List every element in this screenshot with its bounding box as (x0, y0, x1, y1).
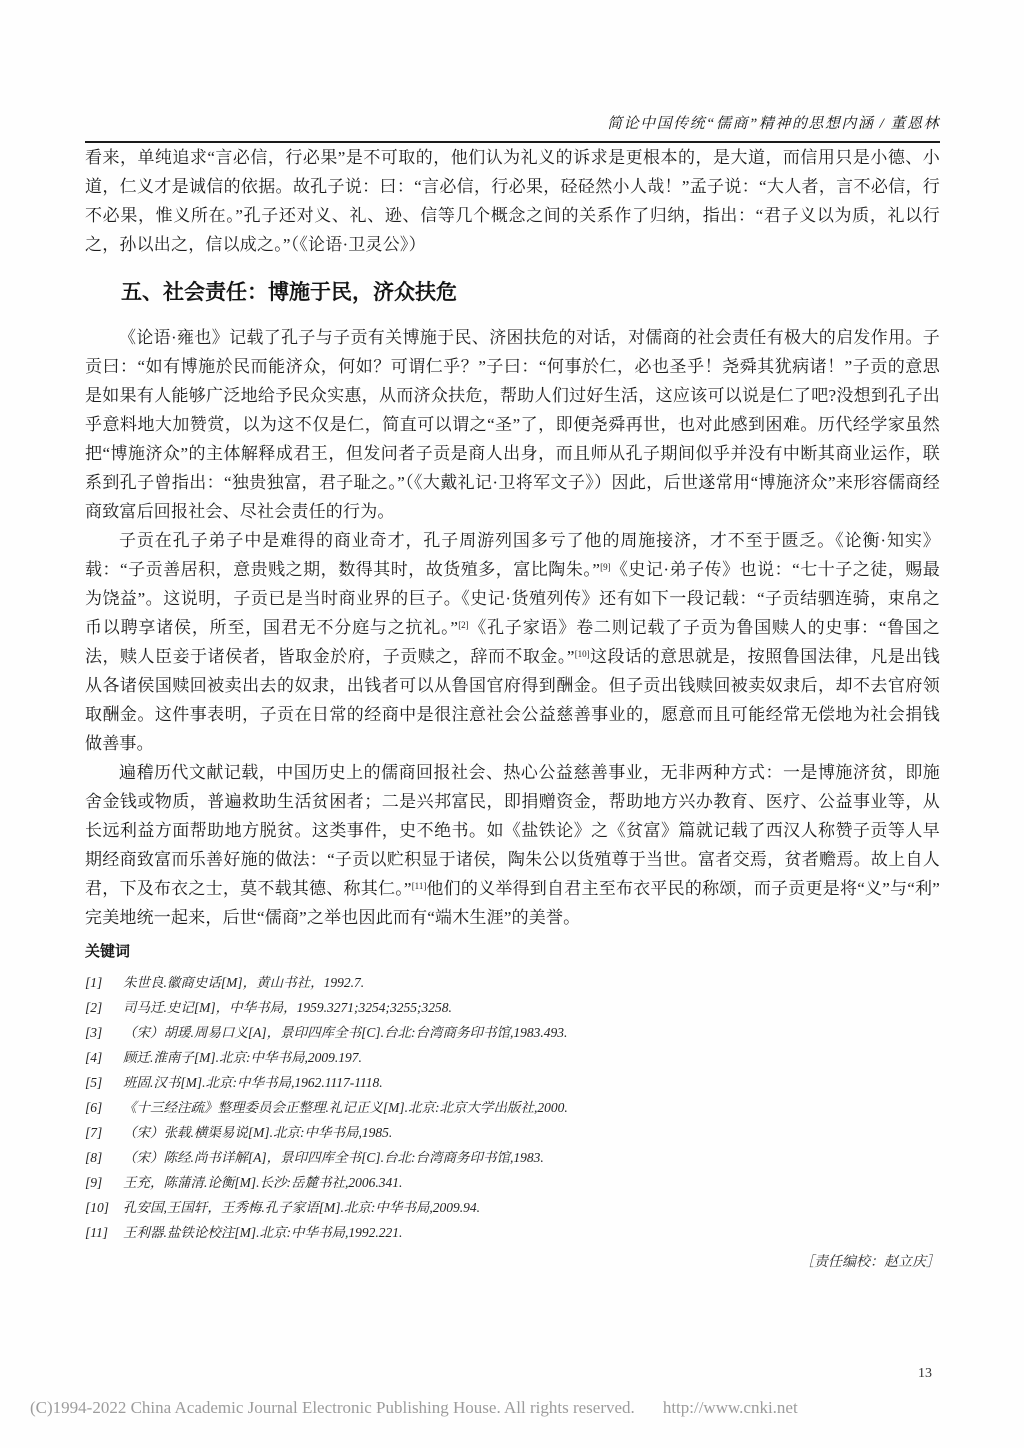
reference-item (85, 1120, 940, 1145)
reference-item (85, 1020, 940, 1045)
citation-superscript: [10] (574, 649, 590, 659)
paragraph: 子贡在孔子弟子中是难得的商业奇才，孔子周游列国多亏了他的周施接济，才不至于匮乏。《论衡·知实》载：“子贡善居积，意贵贱之期，数得其时，故货殖多，富比陶朱。”[9]《史记·弟子传》也说：“七十子之徒，赐最为饶益”。这说明，子贡已是当时商业界的巨子。《史记·货殖列传》还有如下一段记载：“子贡结驷连骑，束帛之币以聘享诸侯，所至，国君无不分庭与之抗礼。”[2]《孔子家语》卷二则记载了子贡为鲁国赎人的史事：“鲁国之法，赎人臣妾于诸侯者，皆取金於府，子贡赎之，辞而不取金。”[10]这段话的意思就是，按照鲁国法律，凡是出钱从各诸侯国赎回被卖出去的奴隶，出钱者可以从鲁国官府得到酬金。但子贡出钱赎回被卖奴隶后，却不去官府领取酬金。这件事表明，子贡在日常的经商中是很注意社会公益慈善事业的，愿意而且可能经常无偿地为社会捐钱做善事。 (85, 531, 940, 753)
reference-text: 王充，陈蒲清.论衡[M].长沙:岳麓书社,2006.341. (123, 1175, 403, 1190)
copyright-text: (C)1994-2022 China Academic Journal Electronic Publishing House. All rights reserved. (30, 1398, 635, 1417)
reference-number: [7] (85, 1125, 103, 1140)
reference-text: （宋）陈经.尚书详解[A]，景印四库全书[C].台北:台湾商务印书馆,1983. (123, 1150, 544, 1165)
cnki-url: http://www.cnki.net (662, 1398, 798, 1417)
reference-item (85, 995, 940, 1020)
reference-item (85, 1170, 940, 1195)
citation-superscript: [9] (600, 562, 611, 572)
reference-text: 顾迁.淮南子[M].北京:中华书局,2009.197. (123, 1050, 362, 1065)
section-heading: 五、社会责任：博施于民，济众扶危 (121, 280, 457, 304)
reference-text: （宋）张载.横渠易说[M].北京:中华书局,1985. (123, 1125, 393, 1140)
references-section (85, 942, 940, 1271)
editor-note: ［责任编校：赵立庆］ (800, 1255, 940, 1270)
reference-item (85, 970, 940, 995)
paragraph-continuation: 看来，单纯追求“言必信，行必果”是不可取的，他们认为礼义的诉求是更根本的，是大道，而信用只是小德、小道，仁义才是诚信的依据。故孔子说：曰：“言必信，行必果，硁硁然小人哉！”孟子说：“大人者，言不必信，行不必果，惟义所在。”孔子还对义、礼、逊、信等几个概念之间的关系作了归纳，指出：“君子义以为质，礼以行之，孙以出之，信以成之。”（《论语·卫灵公》） (85, 148, 940, 254)
reference-text: 王利器.盐铁论校注[M].北京:中华书局,1992.221. (123, 1225, 403, 1240)
reference-text: 班固.汉书[M].北京:中华书局,1962.1117-1118. (123, 1075, 383, 1090)
citation-superscript: [2] (458, 620, 469, 630)
reference-item (85, 1045, 940, 1070)
references-heading: 关键词 (85, 943, 131, 960)
copyright-line (30, 1398, 798, 1418)
page-number: 13 (918, 1366, 932, 1381)
article-body (85, 143, 940, 932)
citation-superscript: [11] (411, 881, 427, 891)
reference-number: [3] (85, 1025, 103, 1040)
reference-item (85, 1070, 940, 1095)
reference-item (85, 1220, 940, 1245)
reference-number: [2] (85, 1000, 103, 1015)
reference-item (85, 1195, 940, 1220)
running-title: 简论中国传统“儒商”精神的思想内涵 / 董恩林 (607, 116, 940, 132)
reference-item (85, 1095, 940, 1120)
page-header (85, 0, 940, 133)
reference-text: 朱世良.徽商史话[M]，黄山书社，1992.7. (123, 975, 365, 990)
reference-text: （宋）胡瑗.周易口义[A]，景印四库全书[C].台北:台湾商务印书馆,1983.493. (123, 1025, 568, 1040)
reference-text: 孔安国,王国轩，王秀梅.孔子家语[M].北京:中华书局,2009.94. (123, 1200, 480, 1215)
paragraph: 遍稽历代文献记载，中国历史上的儒商回报社会、热心公益慈善事业，无非两种方式：一是博施济贫，即施舍金钱或物质，普遍救助生活贫困者；二是兴邦富民，即捐赠资金，帮助地方兴办教育、医疗、公益事业等，从长远利益方面帮助地方脱贫。这类事件，史不绝书。如《盐铁论》之《贫富》篇就记载了西汉人称赞子贡等人早期经商致富而乐善好施的做法：“子贡以贮积显于诸侯，陶朱公以货殖尊于当世。富者交焉，贫者赡焉。故上自人君，下及布衣之士，莫不载其德、称其仁。”[11]他们的义举得到自君主至布衣平民的称颂，而子贡更是将“义”与“利”完美地统一起来，后世“儒商”之举也因此而有“端木生涯”的美誉。 (85, 763, 940, 927)
paragraph: 《论语·雍也》记载了孔子与子贡有关博施于民、济困扶危的对话，对儒商的社会责任有极大的启发作用。子贡曰：“如有博施於民而能济众，何如？可谓仁乎？”子曰：“何事於仁，必也圣乎！尧舜其犹病诸！”子贡的意思是如果有人能够广泛地给予民众实惠，从而济众扶危，帮助人们过好生活，这应该可以说是仁了吧?没想到孔子出乎意料地大加赞赏，以为这不仅是仁，简直可以谓之“圣”了，即便尧舜再世，也对此感到困难。历代经学家虽然把“博施济众”的主体解释成君王，但发问者子贡是商人出身，而且师从孔子期间似乎并没有中断其商业运作，联系到孔子曾指出：“独贵独富，君子耻之。”（《大戴礼记·卫将军文子》）因此，后世遂常用“博施济众”来形容儒商经商致富后回报社会、尽社会责任的行为。 (85, 328, 940, 521)
reference-number: [11] (85, 1225, 109, 1240)
reference-number: [1] (85, 975, 103, 990)
reference-text: 司马迁.史记[M]，中华书局，1959.3271;3254;3255;3258. (123, 1000, 452, 1015)
references-list (85, 970, 940, 1245)
reference-number: [5] (85, 1075, 103, 1090)
reference-number: [4] (85, 1050, 103, 1065)
reference-number: [10] (85, 1200, 110, 1215)
reference-item (85, 1145, 940, 1170)
reference-text: 《十三经注疏》整理委员会正整理.礼记正义[M].北京:北京大学出版社,2000. (123, 1100, 568, 1115)
reference-number: [9] (85, 1175, 103, 1190)
reference-number: [8] (85, 1150, 103, 1165)
reference-number: [6] (85, 1100, 103, 1115)
